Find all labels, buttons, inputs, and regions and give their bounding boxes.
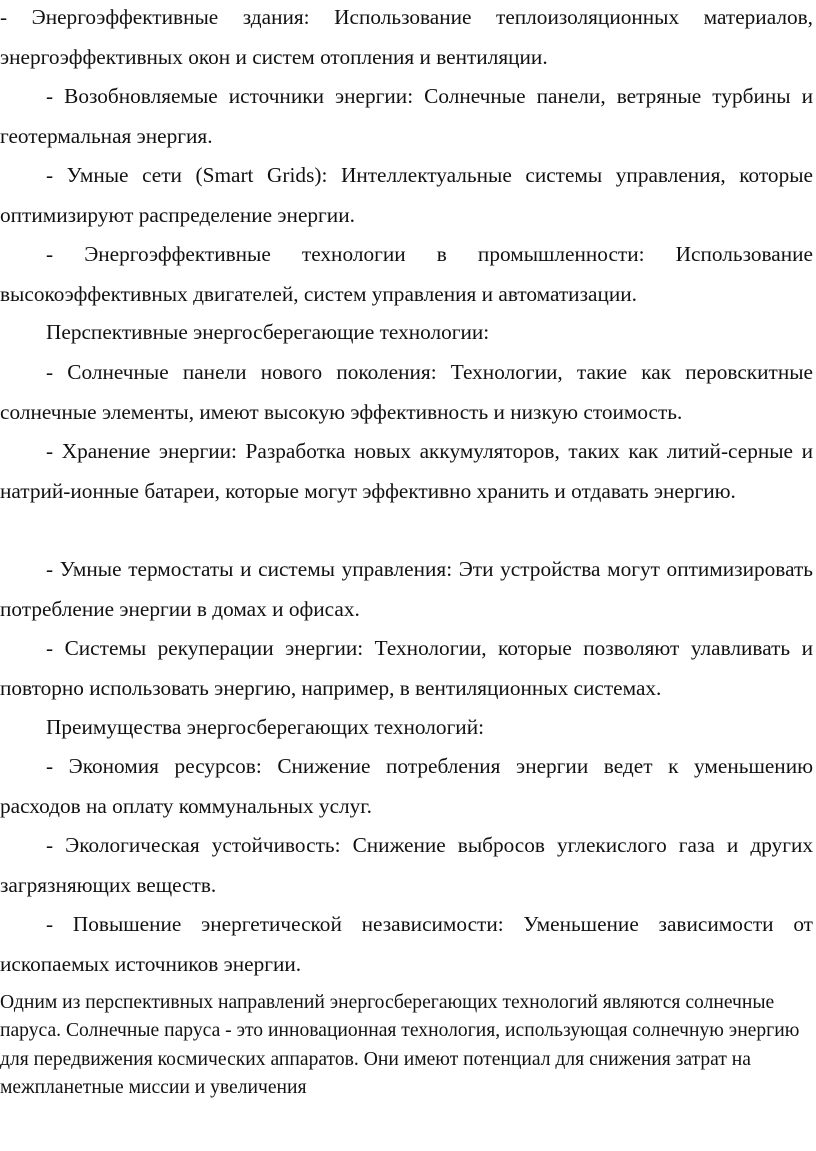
paragraph-industry-technologies: - Энергоэффективные технологии в промышленности: Использование высокоэффективных двигателей, систем управления и автоматизации. xyxy=(0,242,813,306)
heading-promising-technologies: Перспективные энергосберегающие технологии: xyxy=(46,320,490,344)
paragraph-resource-saving: - Экономия ресурсов: Снижение потребления энергии ведет к уменьшению расходов на оплату коммунальных услуг. xyxy=(0,754,813,818)
paragraph-smart-grids: - Умные сети (Smart Grids): Интеллектуальные системы управления, которые оптимизируют распределение энергии. xyxy=(0,163,813,227)
paragraph-energy-recovery: - Системы рекуперации энергии: Технологии, которые позволяют улавливать и повторно использовать энергию, например, в вентиляционных системах. xyxy=(0,636,813,700)
heading-advantages: Преимущества энергосберегающих технологий: xyxy=(46,715,485,739)
paragraph-energy-storage: - Хранение энергии: Разработка новых аккумуляторов, таких как литий-серные и натрий-ионные батареи, которые могут эффективно хранить и отдавать энергию. xyxy=(0,439,813,503)
paragraph-energy-independence: - Повышение энергетической независимости: Уменьшение зависимости от ископаемых источников энергии. xyxy=(0,912,813,976)
paragraph-renewable-energy: - Возобновляемые источники энергии: Солнечные панели, ветряные турбины и геотермальная энергия. xyxy=(0,84,813,148)
paragraph-ecological-sustainability: - Экологическая устойчивость: Снижение выбросов углекислого газа и других загрязняющих веществ. xyxy=(0,833,813,897)
paragraph-solar-sails: Одним из перспективных направлений энергосберегающих технологий являются солнечные паруса. Солнечные паруса - это инновационная технология, использующая солнечную энергию для передвижения космических аппаратов. Они имеют потенциал для снижения затрат на межпланетные миссии и увеличения xyxy=(0,992,800,1098)
paragraph-next-gen-solar: - Солнечные панели нового поколения: Технологии, такие как перовскитные солнечные элементы, имеют высокую эффективность и низкую стоимость. xyxy=(0,360,813,424)
paragraph-energy-efficient-buildings: - Энергоэффективные здания: Использование теплоизоляционных материалов, энергоэффективных окон и систем отопления и вентиляции. xyxy=(0,5,813,69)
paragraph-smart-thermostats: - Умные термостаты и системы управления: Эти устройства могут оптимизировать потребление энергии в домах и офисах. xyxy=(0,557,813,621)
